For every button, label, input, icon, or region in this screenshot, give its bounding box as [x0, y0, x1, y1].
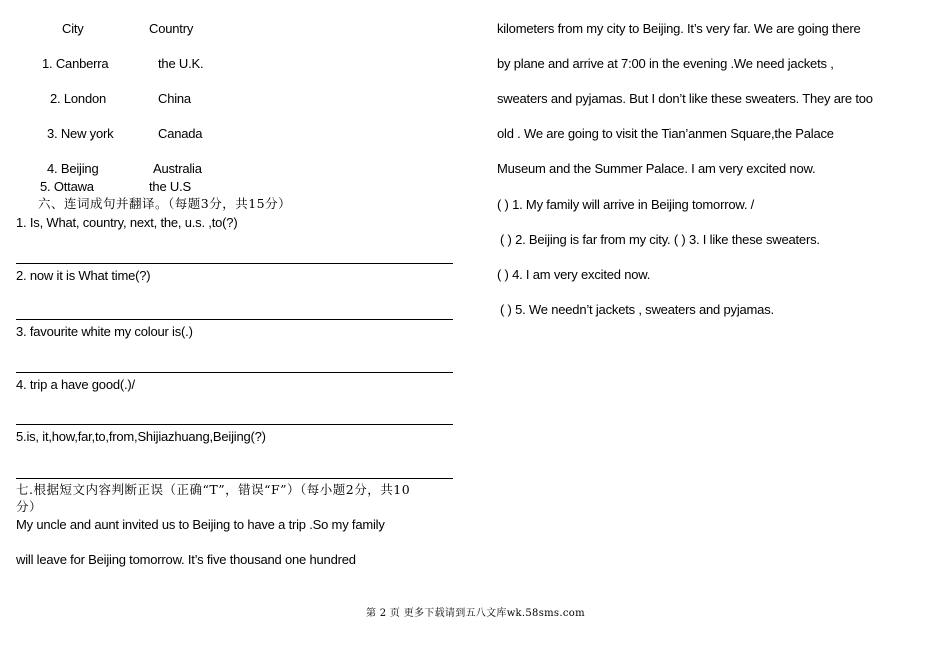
passage-line-1: My uncle and aunt invited us to Beijing to have a trip .So my family — [16, 517, 385, 532]
match-city-5: 5. Ottawa — [40, 179, 94, 194]
passage-line-7: Museum and the Summer Palace. I am very excited now. — [497, 161, 816, 176]
question-3: 3. favourite white my colour is(.) — [16, 324, 193, 339]
page-footer: 第 2 页 更多下载请到五八文库wk.58sms.com — [366, 608, 585, 619]
section7-title-cont: 分） — [16, 499, 43, 514]
answer-line-1[interactable] — [16, 263, 453, 264]
match-city-4: 4. Beijing — [47, 161, 99, 176]
passage-line-6: old . We are going to visit the Tian’anmen Square,the Palace — [497, 126, 834, 141]
passage-line-4: by plane and arrive at 7:00 in the evening .We need jackets , — [497, 56, 834, 71]
match-city-2: 2. London — [50, 91, 107, 106]
question-2: 2. now it is What time(?) — [16, 268, 151, 283]
answer-line-4[interactable] — [16, 424, 453, 425]
question-1: 1. Is, What, country, next, the, u.s. ,to(?) — [16, 215, 238, 230]
match-country-1: the U.K. — [158, 56, 204, 71]
match-country-3: Canada — [158, 126, 203, 141]
match-country-2: China — [158, 91, 191, 106]
statement-5: ( ) 5. We needn’t jackets , sweaters and pyjamas. — [500, 302, 774, 317]
question-4: 4. trip a have good(.)/ — [16, 377, 135, 392]
section6-title: 六、连词成句并翻译。（每题3分，共15分） — [38, 196, 292, 211]
passage-line-3: kilometers from my city to Beijing. It’s very far. We are going there — [497, 21, 861, 36]
question-5: 5.is, it,how,far,to,from,Shijiazhuang,Beijing(?) — [16, 429, 266, 444]
match-city-3: 3. New york — [47, 126, 114, 141]
match-country-4: Australia — [153, 161, 202, 176]
statement-2-3: ( ) 2. Beijing is far from my city. ( ) 3. I like these sweaters. — [500, 232, 820, 247]
header-city: City — [62, 21, 84, 36]
section7-title: 七.根据短文内容判断正误（正确“T”，错误“F”）（每小题2分，共10 — [16, 482, 411, 497]
passage-line-2: will leave for Beijing tomorrow. It’s five thousand one hundred — [16, 552, 356, 567]
match-country-5: the U.S — [149, 179, 191, 194]
answer-line-2[interactable] — [16, 319, 453, 320]
answer-line-3[interactable] — [16, 372, 453, 373]
match-city-1: 1. Canberra — [42, 56, 109, 71]
header-country: Country — [149, 21, 194, 36]
statement-1: ( ) 1. My family will arrive in Beijing tomorrow. / — [497, 197, 755, 212]
statement-4: ( ) 4. I am very excited now. — [497, 267, 651, 282]
answer-line-5[interactable] — [16, 478, 453, 479]
passage-line-5: sweaters and pyjamas. But I don’t like these sweaters. They are too — [497, 91, 873, 106]
